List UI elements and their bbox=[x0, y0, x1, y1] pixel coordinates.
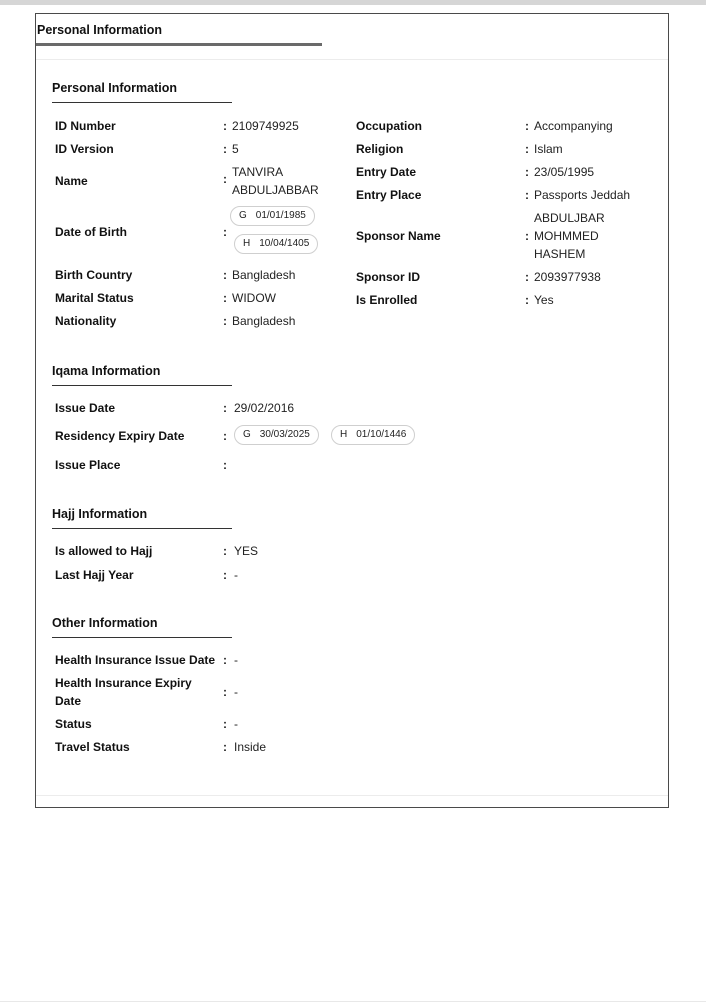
colon: : bbox=[525, 293, 529, 307]
section-title-iqama: Iqama Information bbox=[52, 364, 161, 378]
colon: : bbox=[223, 314, 227, 328]
residency-expiry-hijri-badge bbox=[331, 425, 415, 445]
label-health-insurance-expiry-line2: Date bbox=[55, 694, 82, 708]
bottom-divider bbox=[0, 1001, 706, 1002]
active-tab-indicator bbox=[36, 43, 322, 46]
value-health-insurance-expiry: - bbox=[234, 685, 238, 699]
value-occupation: Accompanying bbox=[534, 119, 613, 133]
label-entry-date: Entry Date bbox=[356, 165, 417, 179]
value-name-line1: TANVIRA bbox=[232, 165, 284, 179]
colon: : bbox=[525, 188, 529, 202]
residency-expiry-gregorian-badge bbox=[234, 425, 319, 445]
label-birth-country: Birth Country bbox=[55, 268, 133, 282]
hijri-prefix: H bbox=[340, 429, 348, 440]
value-sponsor-name-line3: HASHEM bbox=[534, 247, 586, 261]
label-issue-place: Issue Place bbox=[55, 458, 121, 472]
label-last-hajj-year: Last Hajj Year bbox=[55, 568, 134, 582]
label-id-number: ID Number bbox=[55, 119, 116, 133]
section-underline bbox=[52, 637, 232, 638]
section-underline bbox=[52, 528, 232, 529]
label-is-enrolled: Is Enrolled bbox=[356, 293, 418, 307]
value-religion: Islam bbox=[534, 142, 563, 156]
label-religion: Religion bbox=[356, 142, 404, 156]
value-marital-status: WIDOW bbox=[232, 291, 276, 305]
section-title-personal: Personal Information bbox=[52, 81, 178, 95]
colon: : bbox=[223, 268, 227, 282]
colon: : bbox=[223, 544, 227, 558]
card-footer-divider bbox=[36, 795, 668, 796]
residency-expiry-gregorian-value: 30/03/2025 bbox=[259, 429, 310, 440]
label-marital-status: Marital Status bbox=[55, 291, 134, 305]
colon: : bbox=[223, 568, 227, 582]
value-id-version: 5 bbox=[232, 142, 239, 156]
value-last-hajj-year: - bbox=[234, 568, 238, 582]
value-sponsor-id: 2093977938 bbox=[534, 270, 601, 284]
colon: : bbox=[223, 458, 227, 472]
value-allowed-to-hajj: YES bbox=[234, 544, 259, 558]
label-travel-status: Travel Status bbox=[55, 740, 130, 754]
colon: : bbox=[223, 401, 227, 415]
personal-information-card bbox=[35, 13, 669, 808]
gregorian-prefix: G bbox=[243, 429, 251, 440]
value-sponsor-name-line1: ABDULJBAR bbox=[534, 211, 605, 225]
label-name: Name bbox=[55, 174, 88, 188]
value-nationality: Bangladesh bbox=[232, 314, 296, 328]
top-bar bbox=[0, 0, 706, 5]
colon: : bbox=[223, 653, 227, 667]
colon: : bbox=[223, 685, 227, 699]
dob-gregorian-value: 01/01/1985 bbox=[255, 210, 306, 221]
colon: : bbox=[525, 142, 529, 156]
colon: : bbox=[223, 717, 227, 731]
label-health-insurance-expiry-line1: Health Insurance Expiry bbox=[55, 676, 192, 690]
label-status: Status bbox=[55, 717, 92, 731]
dob-hijri-badge bbox=[234, 234, 318, 254]
label-nationality: Nationality bbox=[55, 314, 117, 328]
value-entry-date: 23/05/1995 bbox=[534, 165, 595, 179]
value-id-number: 2109749925 bbox=[232, 119, 299, 133]
colon: : bbox=[525, 270, 529, 284]
colon: : bbox=[223, 429, 227, 443]
colon: : bbox=[223, 740, 227, 754]
tab-personal-information[interactable]: Personal Information bbox=[37, 23, 163, 37]
label-sponsor-name: Sponsor Name bbox=[356, 229, 441, 243]
label-allowed-to-hajj: Is allowed to Hajj bbox=[55, 544, 153, 558]
section-underline bbox=[52, 385, 232, 386]
value-travel-status: Inside bbox=[234, 740, 267, 754]
colon: : bbox=[223, 172, 227, 186]
colon: : bbox=[223, 142, 227, 156]
label-occupation: Occupation bbox=[356, 119, 423, 133]
label-id-version: ID Version bbox=[55, 142, 114, 156]
value-is-enrolled: Yes bbox=[534, 293, 554, 307]
label-residency-expiry-date: Residency Expiry Date bbox=[55, 429, 185, 443]
value-issue-date: 29/02/2016 bbox=[234, 401, 295, 415]
section-underline bbox=[52, 102, 232, 103]
hijri-prefix: H bbox=[243, 238, 251, 249]
tab-divider bbox=[36, 59, 668, 60]
section-title-hajj: Hajj Information bbox=[52, 507, 148, 521]
colon: : bbox=[223, 119, 227, 133]
label-health-insurance-issue-date: Health Insurance Issue Date bbox=[55, 653, 216, 667]
residency-expiry-hijri-value: 01/10/1446 bbox=[356, 429, 407, 440]
value-name-line2: ABDULJABBAR bbox=[232, 183, 319, 197]
value-health-insurance-issue-date: - bbox=[234, 653, 238, 667]
label-entry-place: Entry Place bbox=[356, 188, 422, 202]
colon: : bbox=[525, 119, 529, 133]
label-issue-date: Issue Date bbox=[55, 401, 116, 415]
label-date-of-birth: Date of Birth bbox=[55, 225, 127, 239]
colon: : bbox=[525, 165, 529, 179]
gregorian-prefix: G bbox=[239, 210, 247, 221]
value-birth-country: Bangladesh bbox=[232, 268, 296, 282]
dob-gregorian-badge bbox=[230, 206, 315, 226]
label-sponsor-id: Sponsor ID bbox=[356, 270, 421, 284]
value-entry-place: Passports Jeddah bbox=[534, 188, 631, 202]
dob-hijri-value: 10/04/1405 bbox=[259, 238, 310, 249]
colon: : bbox=[223, 291, 227, 305]
value-status: - bbox=[234, 717, 238, 731]
section-title-other: Other Information bbox=[52, 616, 158, 630]
value-sponsor-name-line2: MOHMMED bbox=[534, 229, 599, 243]
colon: : bbox=[223, 225, 227, 239]
colon: : bbox=[525, 229, 529, 243]
